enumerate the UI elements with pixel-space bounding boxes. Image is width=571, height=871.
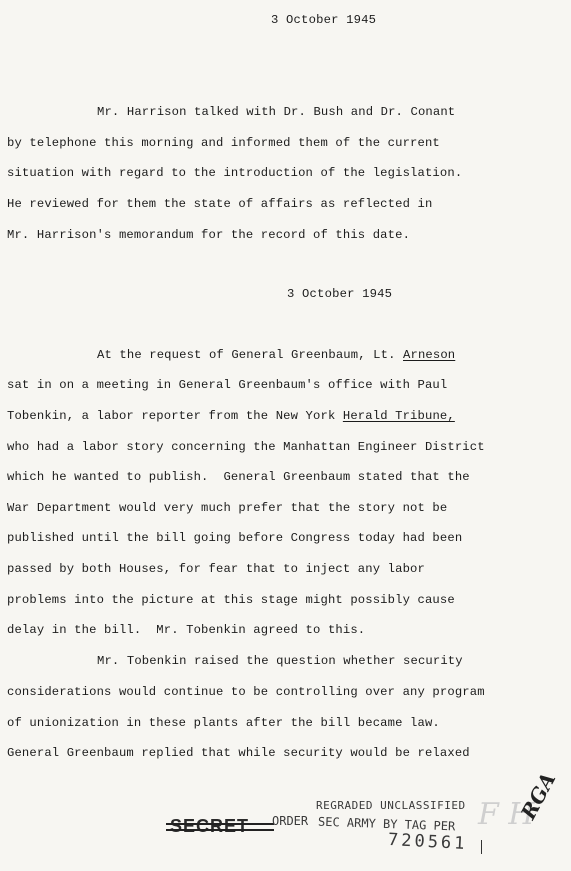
text-line: of unionization in these plants after the bill became law. bbox=[7, 716, 440, 730]
text-line: Mr. Tobenkin raised the question whether security bbox=[97, 654, 463, 668]
text-line: He reviewed for them the state of affairs as reflected in bbox=[7, 197, 433, 211]
text-line bbox=[7, 409, 455, 423]
stamp-bracket bbox=[481, 840, 482, 854]
text-line: published until the bill going before Congress today had been bbox=[7, 531, 463, 545]
text-line: problems into the picture at this stage might possibly cause bbox=[7, 593, 455, 607]
strike-line bbox=[166, 829, 274, 831]
text-line: Mr. Harrison's memorandum for the record of this date. bbox=[7, 228, 411, 242]
text-line: by telephone this morning and informed them of the current bbox=[7, 136, 440, 150]
strike-line bbox=[166, 823, 274, 825]
newspaper-title: Herald Tribune, bbox=[342, 409, 455, 423]
text-line: considerations would continue to be controlling over any program bbox=[7, 685, 485, 699]
text-line: situation with regard to the introduction of the legislation. bbox=[7, 166, 463, 180]
declass-number: 720561 bbox=[387, 829, 468, 855]
order-stamp: ORDER bbox=[272, 814, 309, 828]
text-line: War Department would very much prefer that the story not be bbox=[7, 501, 448, 515]
underlined-name: Arneson bbox=[403, 348, 456, 362]
text-line: General Greenbaum replied that while security would be relaxed bbox=[7, 746, 470, 760]
date-heading-2: 3 October 1945 bbox=[287, 287, 393, 301]
text-line: passed by both Houses, for fear that to inject any labor bbox=[7, 562, 425, 576]
regraded-stamp: REGRADED UNCLASSIFIED bbox=[316, 799, 466, 812]
text-line: delay in the bill. Mr. Tobenkin agreed to this. bbox=[7, 623, 366, 637]
secret-classification-crossed: SECRET bbox=[170, 816, 250, 836]
date-heading-1: 3 October 1945 bbox=[271, 13, 377, 27]
handwritten-initials: RGA bbox=[516, 768, 561, 824]
text-segment: Tobenkin, a labor reporter from the New York bbox=[7, 409, 343, 423]
text-segment: At the request of General Greenbaum, Lt. bbox=[97, 348, 404, 362]
faint-handwritten-initials: F H bbox=[478, 797, 535, 832]
text-line: who had a labor story concerning the Manhattan Engineer District bbox=[7, 440, 485, 454]
sec-army-stamp: SEC ARMY BY TAG PER bbox=[317, 814, 456, 834]
text-line bbox=[97, 348, 455, 362]
text-line: Mr. Harrison talked with Dr. Bush and Dr. Conant bbox=[97, 105, 456, 119]
text-line: which he wanted to publish. General Greenbaum stated that the bbox=[7, 470, 470, 484]
text-line: sat in on a meeting in General Greenbaum's office with Paul bbox=[7, 378, 448, 392]
